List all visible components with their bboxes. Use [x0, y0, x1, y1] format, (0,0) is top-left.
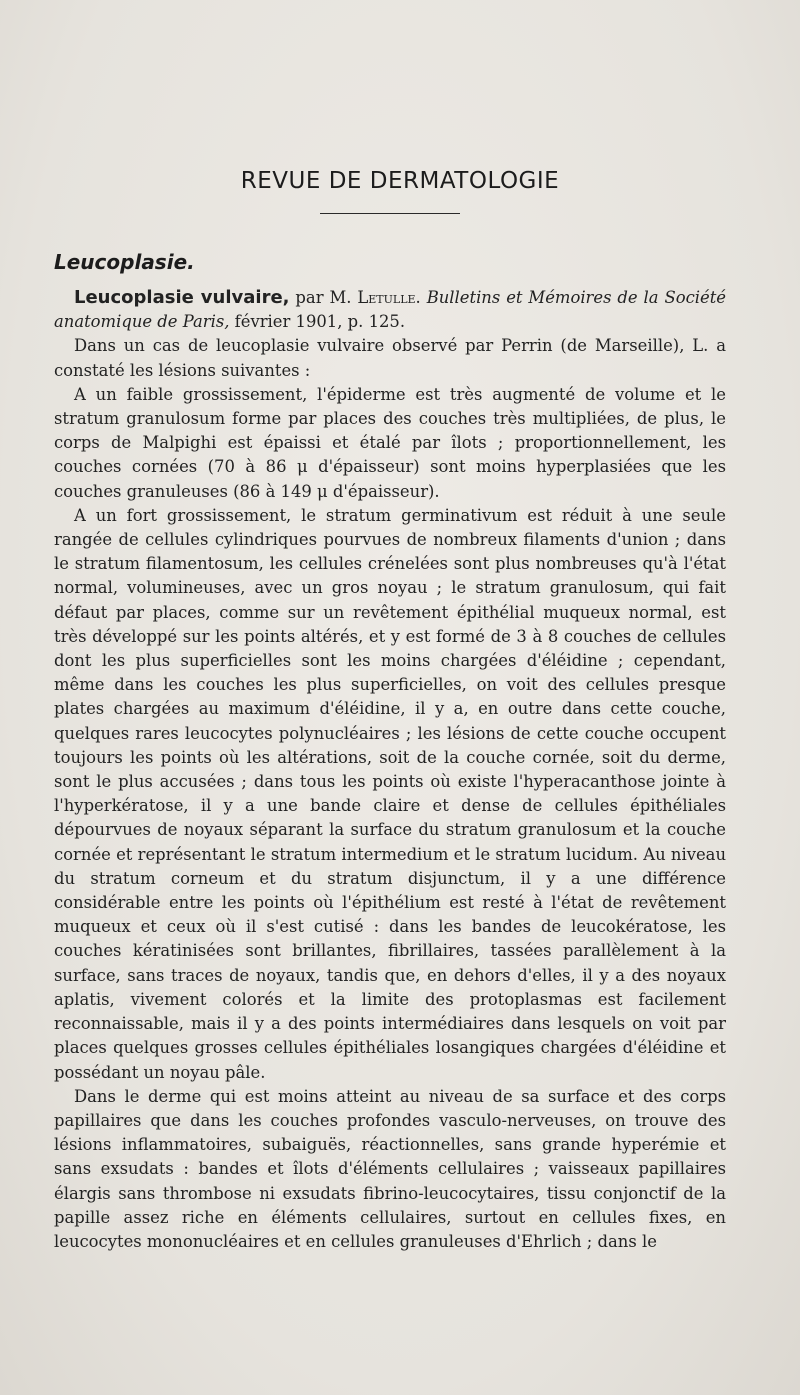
page-header: REVUE DE DERMATOLOGIE: [240, 168, 560, 194]
citation-source: Bulletins et Mémoires de la Société anatomique de Paris,: [54, 288, 726, 332]
header-rule: [320, 213, 460, 214]
article-body: [54, 286, 726, 1254]
paragraph-1: Dans un cas de leucoplasie vulvaire observé par Perrin (de Marseille), L. a constaté les lésions suivantes :: [54, 336, 726, 380]
paragraph-2: A un faible grossissement, l'épiderme est très augmenté de volume et le stratum granulosum forme par places des couches très multipliées, de plus, le corps de Malpighi est épaissi et étalé par îlots ; proportionnellement, les couches cornées (70 à 86 μ d'épaisseur) sont moins hyperplasiées que les couches granuleuses (86 à 149 μ d'épaisseur).: [54, 384, 726, 501]
citation-author: Letulle.: [357, 288, 421, 307]
paragraph-3: A un fort grossissement, le stratum germinativum est réduit à une seule rangée de cellules cylindriques pourvues de nombreux filaments d'union ; dans le stratum filamentosum, les cellules crénelées sont plus nombreuses qu'à l'état normal, volumineuses, avec un gros noyau ; le stratum granulosum, qui fait défaut par places, comme sur un revêtement épithélial muqueux normal, est très développé sur les points altérés, et y est formé de 3 à 8 couches de cellules dont les plus superficielles sont les moins chargées d'éléidine ; cependant, même dans les couches les plus superficielles, on voit des cellules presque plates chargées au maximum d'éléidine, il y a, en outre dans cette couche, quelques rares leucocytes polynucléaires ; les lésions de cette couche occupent toujours les points où les altérations, soit de la couche cornée, soit du derme, sont le plus accusées ; dans tous les points où existe l'hyperacanthose jointe à l'hyperkératose, il y a une bande claire et dense de cellules épithéliales dépourvues de noyaux séparant la surface du stratum granulosum et la couche cornée et représentant le stratum intermedium et le stratum lucidum. Au niveau du stratum corneum et du stratum disjunctum, il y a une différence considérable entre les points où l'épithélium est resté à l'état de revêtement muqueux et ceux où il s'est cutisé : dans les bandes de leucokératose, les couches kératinisées sont brillantes, fibrillaires, tassées parallèlement à la surface, sans traces de noyaux, tandis que, en dehors d'elles, il y a des noyaux aplatis, vivement colorés et la limite des protoplasmas est facilement reconnaissable, mais il y a des points intermédiaires dans lesquels on voit par places quelques grosses cellules épithéliales losangiques chargées d'éléidine et possédant un noyau pâle.: [54, 505, 726, 1082]
citation-details: février 1901, p. 125.: [229, 312, 406, 332]
citation-by: par M.: [289, 288, 358, 307]
paragraph-4: Dans le derme qui est moins atteint au niveau de sa surface et des corps papillaires que dans les couches profondes vasculo-nerveuses, on trouve des lésions inflammatoires, subaiguës, réactionnelles, sans grande hyperémie et sans exsudats : bandes et îlots d'éléments cellulaires ; vaisseaux papillaires élargis sans thrombose ni exsudats fibrino-leucocytaires, tissu conjonctif de la papille assez riche en éléments cellulaires, surtout en cellules fixes, en leucocytes mononucléaires et en cellules granuleuses d'Ehrlich ; dans le: [54, 1086, 726, 1251]
section-title: Leucoplasie.: [54, 250, 195, 274]
citation-title: Leucoplasie vulvaire,: [74, 287, 290, 308]
citation: [54, 286, 726, 334]
